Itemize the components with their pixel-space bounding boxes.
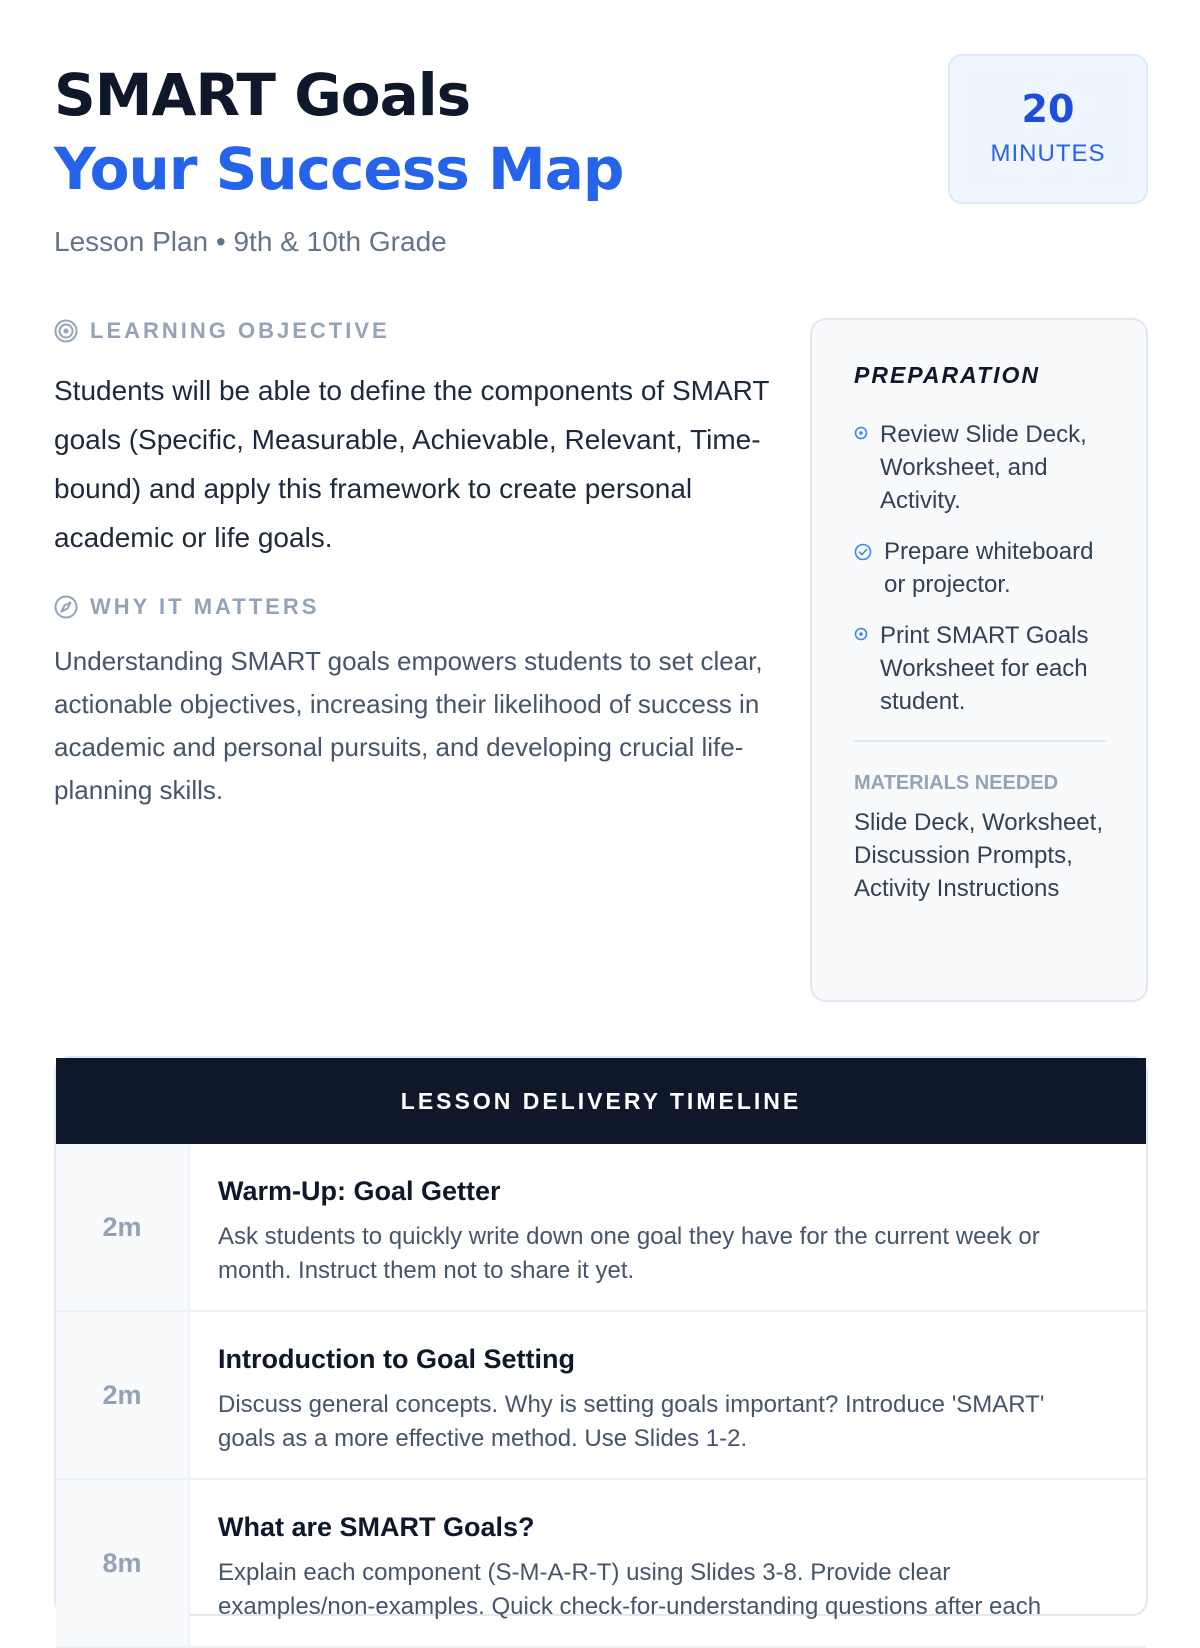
duration-badge: [948, 54, 1148, 204]
main-content: [54, 314, 774, 812]
page-title-accent: Your Success Map: [54, 135, 624, 203]
step-body: [190, 1312, 1146, 1478]
list-item: [854, 535, 1106, 601]
table-row: [56, 1480, 1146, 1648]
table-row: [56, 1312, 1146, 1480]
step-duration: 2m: [56, 1144, 190, 1310]
step-duration: 8m: [56, 1480, 190, 1646]
page-title: SMART Goals: [54, 61, 471, 129]
step-body: [190, 1144, 1146, 1310]
preparation-item-text: Print SMART Goals Worksheet for each student.: [880, 622, 1089, 715]
objective-heading: [54, 314, 774, 348]
lesson-timeline: [54, 1056, 1148, 1620]
preparation-item-text: Review Slide Deck, Worksheet, and Activity.: [880, 421, 1087, 514]
why-text: Understanding SMART goals empowers students to set clear, actionable objectives, increasing their likelihood of success in academic and personal pursuits, and developing crucial life-planning skills.: [54, 646, 763, 805]
step-description: Ask students to quickly write down one goal they have for the current week or month. Instruct them not to share it yet.: [218, 1223, 1040, 1284]
duration-value: 20: [1021, 87, 1075, 131]
circle-check-icon: [854, 627, 868, 641]
materials-label: MATERIALS NEEDED: [854, 772, 1059, 794]
why-label: WHY IT MATTERS: [90, 594, 320, 619]
table-row: [56, 1144, 1146, 1312]
circle-check-icon: [854, 426, 868, 440]
list-item: [854, 619, 1106, 718]
step-title: What are SMART Goals?: [218, 1512, 535, 1542]
materials-text: Slide Deck, Worksheet, Discussion Prompts, Activity Instructions: [854, 809, 1103, 902]
preparation-list: [854, 418, 1106, 718]
step-description: Explain each component (S-M-A-R-T) using Slides 3-8. Provide clear examples/non-examples. Quick check-for-understanding questions after each: [218, 1559, 1042, 1620]
step-description: Discuss general concepts. Why is setting goals important? Introduce 'SMART' goals as a more effective method. Use Slides 1-2.: [218, 1391, 1045, 1452]
preparation-item-text: Prepare whiteboard or projector.: [884, 538, 1094, 598]
why-heading: [54, 590, 774, 624]
divider: [854, 740, 1106, 742]
preparation-panel: [810, 318, 1148, 1002]
compass-icon: [54, 595, 78, 619]
page-subtitle: Lesson Plan • 9th & 10th Grade: [54, 226, 447, 257]
step-title: Warm-Up: Goal Getter: [218, 1176, 501, 1206]
page-header: [54, 58, 854, 260]
target-icon: [54, 319, 78, 343]
circle-check-icon: [854, 543, 872, 561]
objective-label: LEARNING OBJECTIVE: [90, 318, 390, 343]
step-body: [190, 1480, 1146, 1646]
preparation-title: PREPARATION: [854, 362, 1040, 388]
timeline-title: LESSON DELIVERY TIMELINE: [56, 1058, 1146, 1144]
step-title: Introduction to Goal Setting: [218, 1344, 575, 1374]
objective-text: Students will be able to define the components of SMART goals (Specific, Measurable, Achievable, Relevant, Time-bound) and apply this framework to create personal academic or life goals.: [54, 375, 769, 553]
duration-unit: MINUTES: [990, 140, 1106, 167]
step-duration: 2m: [56, 1312, 190, 1478]
list-item: [854, 418, 1106, 517]
